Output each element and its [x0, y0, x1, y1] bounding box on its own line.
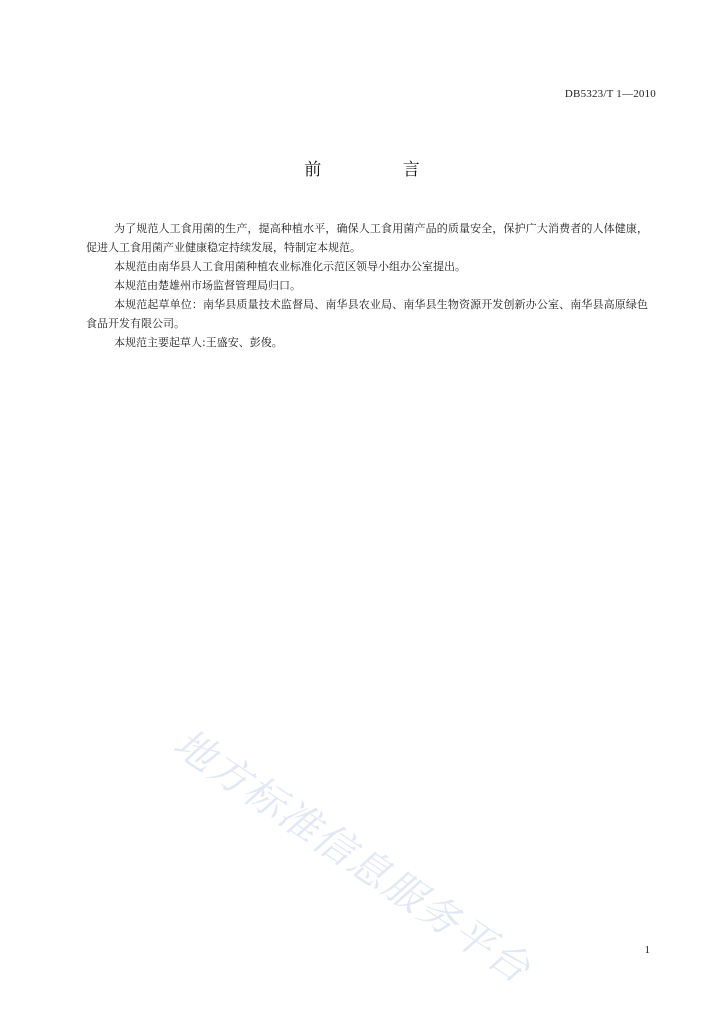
body-text	[86, 219, 648, 352]
paragraph-purpose: 为了规范人工食用菌的生产，提高种植水平，确保人工食用菌产品的质量安全，保护广大消费者的人体健康，促进人工食用菌产业健康稳定持续发展，特制定本规范。	[86, 222, 648, 254]
paragraph-drafters: 本规范主要起草人:王盛安、彭俊。	[114, 336, 283, 349]
paragraph-drafting-units: 本规范起草单位：南华县质量技术监督局、南华县农业局、南华县生物资源开发创新办公室、南华县高原绿色食品开发有限公司。	[86, 298, 648, 330]
watermark: 地方标准信息服务平台	[165, 720, 540, 994]
page-title: 前 言	[304, 160, 458, 180]
document-code: DB5323/T 1—2010	[564, 88, 656, 100]
paragraph-administrator: 本规范由楚雄州市场监督管理局归口。	[114, 279, 301, 292]
page-number: 1	[644, 944, 650, 956]
paragraph-proposer: 本规范由南华县人工食用菌种植农业标准化示范区领导小组办公室提出。	[114, 260, 466, 273]
